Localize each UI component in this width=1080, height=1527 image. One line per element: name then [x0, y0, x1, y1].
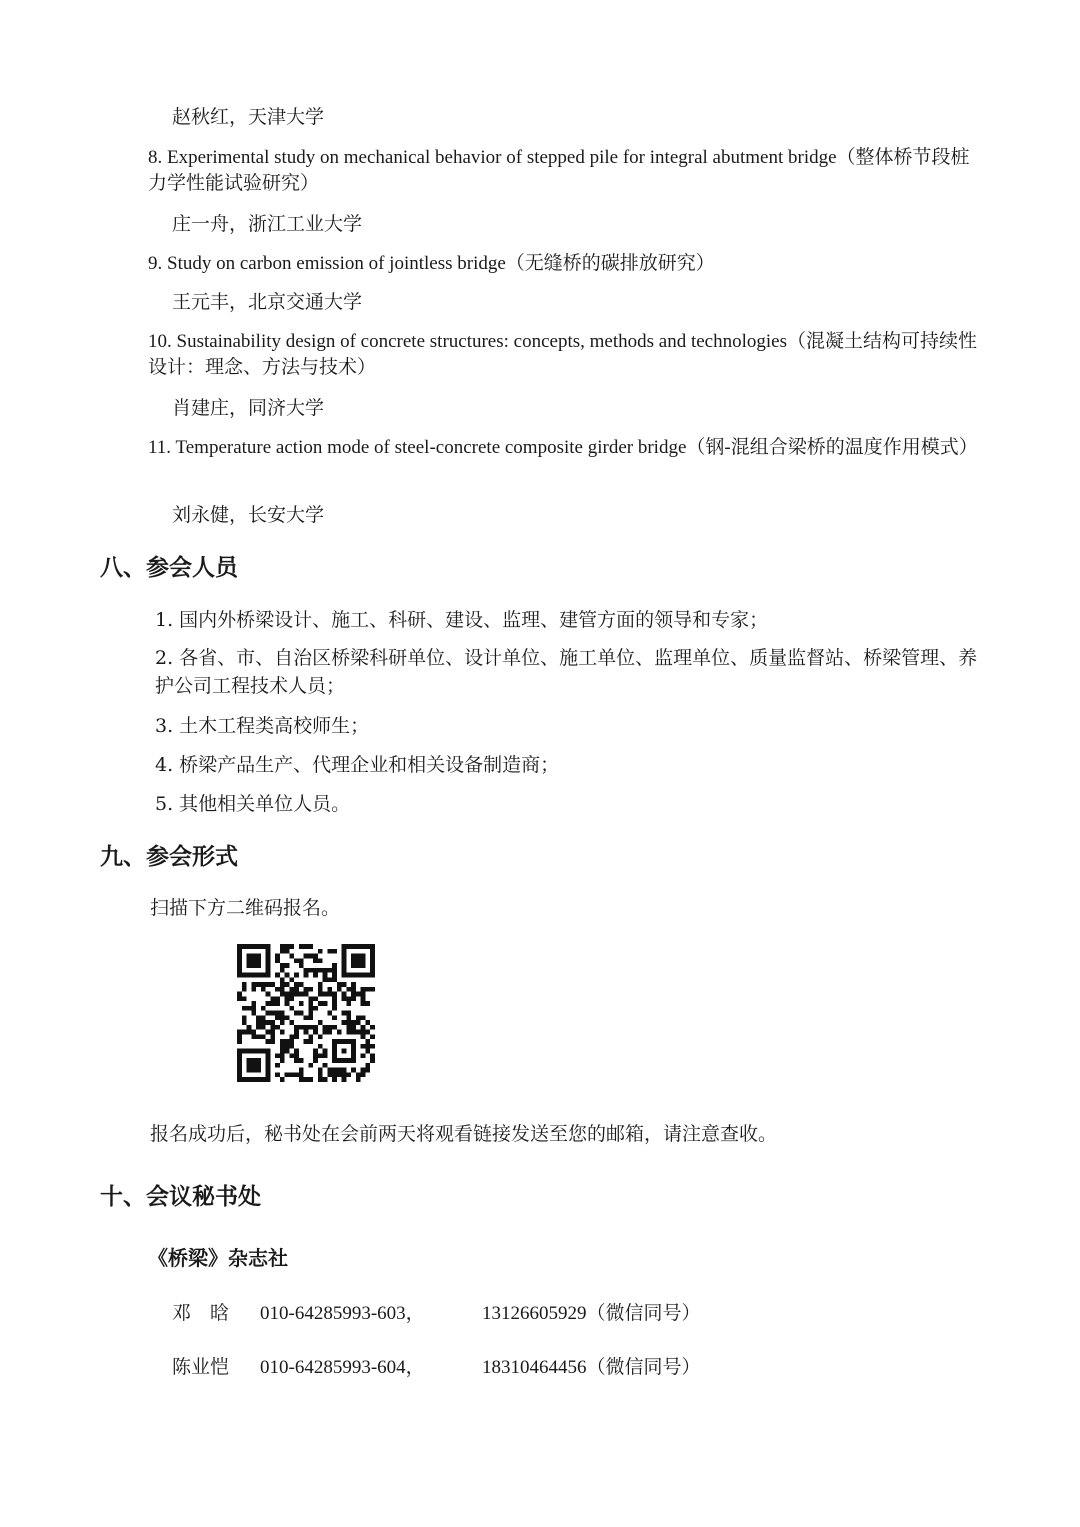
contact-mobile: 13126605929 — [482, 1303, 587, 1324]
section-heading-attendees: 八、参会人员 — [100, 555, 238, 581]
talk-title-10: 10. Sustainability design of concrete structures: concepts, methods and technologies（混凝土结构可持续性设计：理念、方法与技术） — [148, 331, 977, 378]
registration-note: 报名成功后，秘书处在会前两天将观看链接发送至您的邮箱，请注意查收。 — [150, 1123, 778, 1145]
talk-title-11: 11. Temperature action mode of steel-concrete composite girder bridge（钢-混组合梁桥的温度作用模式） — [148, 437, 978, 458]
contact-row — [172, 1300, 701, 1327]
attendee-item-4: 4. 桥梁产品生产、代理企业和相关设备制造商； — [155, 754, 560, 776]
attendee-item-2: 2. 各省、市、自治区桥梁科研单位、设计单位、施工单位、监理单位、质量监督站、桥梁管理、养护公司工程技术人员； — [155, 647, 978, 697]
speaker-8: 庄一舟，浙江工业大学 — [172, 213, 363, 235]
speaker-11: 刘永健，长安大学 — [172, 504, 325, 526]
talk-title-9: 9. Study on carbon emission of jointless bridge（无缝桥的碳排放研究） — [148, 253, 715, 274]
section-heading-secretariat: 十、会议秘书处 — [100, 1184, 261, 1210]
contact-name: 邓 晗 — [172, 1302, 230, 1324]
section-heading-format: 九、参会形式 — [100, 844, 238, 870]
attendee-item-5: 5. 其他相关单位人员。 — [155, 793, 351, 815]
speaker-9: 王元丰，北京交通大学 — [172, 291, 363, 313]
contact-phone: 010-64285993-604， — [260, 1357, 425, 1378]
attendee-item-1: 1. 国内外桥梁设计、施工、科研、建设、监理、建管方面的领导和专家； — [155, 609, 769, 631]
qr-code-icon[interactable] — [237, 944, 375, 1082]
attendee-item-3: 3. 土木工程类高校师生； — [155, 715, 370, 737]
organization-name: 《桥梁》杂志社 — [148, 1246, 288, 1270]
speaker-7: 赵秋红，天津大学 — [172, 106, 325, 128]
contact-mobile: 18310464456 — [482, 1357, 587, 1378]
talk-title-8: 8. Experimental study on mechanical behavior of stepped pile for integral abutment bridge（整体桥节段桩力学性能试验研究） — [148, 147, 970, 194]
contact-row — [172, 1354, 701, 1381]
speaker-10: 肖建庄，同济大学 — [172, 397, 325, 419]
contact-phone: 010-64285993-603， — [260, 1303, 425, 1324]
contact-note: （微信同号） — [586, 1302, 701, 1324]
contact-note: （微信同号） — [586, 1356, 701, 1378]
registration-instruction: 扫描下方二维码报名。 — [150, 897, 341, 919]
contact-name: 陈业恺 — [172, 1356, 230, 1378]
